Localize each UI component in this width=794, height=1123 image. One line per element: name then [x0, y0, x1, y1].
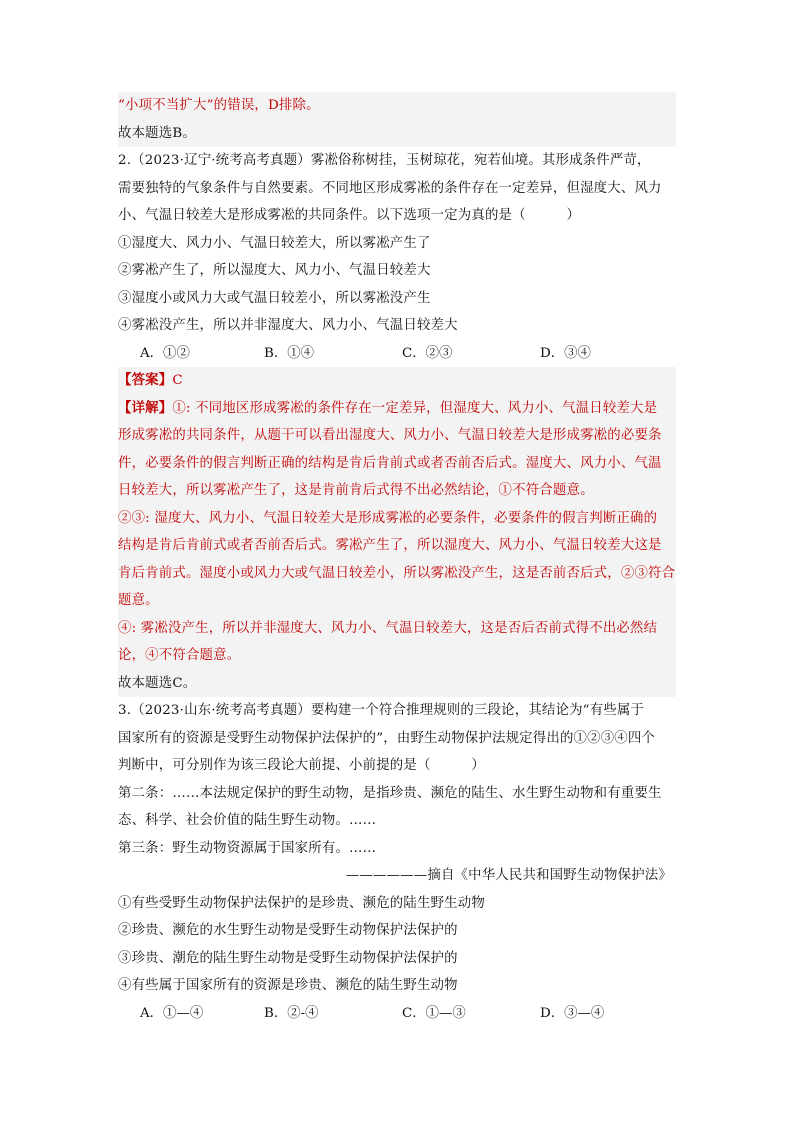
explanation-label: 【详解】	[118, 399, 173, 416]
explanation-line: 日较差大，所以雾凇产生了，这是肯前肯后式得不出必然结论，①不符合题意。	[118, 477, 676, 505]
explanation-line: ④: 雾凇没产生，所以并非湿度大、风力小、气温日较差大，这是否后否前式得不出必然结	[118, 615, 676, 643]
answer-value: C	[172, 373, 183, 388]
question-3-statement: ③珍贵、潮危的陆生野生动物是受野生动物保护法保护的	[118, 950, 458, 966]
option-d: D．③—④	[540, 1005, 605, 1021]
option-a: A．①—④	[140, 1005, 204, 1021]
explanation-line	[118, 395, 676, 423]
question-3-statement: ①有些受野生动物保护法保护的是珍贵、濒危的陆生野生动物	[118, 895, 485, 911]
text-line: 故本题选B。	[118, 120, 676, 148]
question-3-stem: 国家所有的资源是受野生动物保护法保护的”，由野生动物保护法规定得出的①②③④四个	[118, 730, 656, 746]
explanation-line: 形成雾凇的共同条件，从题干可以看出湿度大、风力小、气温日较差大是形成雾凇的必要条	[118, 422, 676, 450]
question-2-statement: ②雾凇产生了，所以湿度大、风力小、气温日较差大	[118, 263, 431, 278]
answer-line	[118, 367, 676, 395]
question-2-stem: 小、气温日较差大是形成雾凇的共同条件。以下选项一定为真的是（ ）	[118, 208, 581, 223]
explanation-line: 肯后肯前式。湿度小或风力大或气温日较差小，所以雾凇没产生，这是否前否后式，②③符合	[118, 560, 676, 588]
question-3-material: 第三条：野生动物资源属于国家所有。……	[118, 840, 377, 856]
question-3-stem: 3.（2023·山东·统考高考真题）要构建一个符合推理规则的三段论，其结论为“有些属于	[118, 703, 645, 718]
option-b: B．①④	[264, 345, 315, 361]
option-c: C．①—③	[402, 1005, 466, 1021]
option-a: A．①②	[140, 345, 190, 361]
question-2-stem: 2.（2023·辽宁·统考高考真题）雾凇俗称树挂，玉树琼花，宛若仙境。其形成条件严苛，	[118, 153, 651, 168]
question-3-material: 第二条：……本法规定保护的野生动物，是指珍贵、濒危的陆生、水生野生动物和有重要生	[118, 785, 662, 801]
question-2-statement: ④雾凇没产生，所以并非湿度大、风力小、气温日较差大	[118, 318, 458, 333]
question-3-material: 态、科学、社会价值的陆生野生动物。……	[118, 813, 377, 828]
source-citation: ——————摘自《中华人民共和国野生动物保护法》	[345, 868, 672, 883]
question-2-statement: ①湿度大、风力小、气温日较差大，所以雾凇产生了	[118, 235, 431, 251]
text-line: “小项不当扩大”的错误，D排除。	[118, 92, 676, 120]
option-d: D．③④	[540, 345, 591, 361]
explanation-text: ①: 不同地区形成雾凇的条件存在一定差异，但湿度大、风力小、气温日较差大是	[172, 400, 658, 416]
explanation-line: 题意。	[118, 587, 676, 615]
answer-label: 【答案】	[118, 372, 173, 388]
option-c: C．②③	[402, 345, 453, 361]
explanation-line: 结构是肯后肯前式或者否前否后式。雾凇产生了，所以湿度大、风力小、气温日较差大这是	[118, 532, 676, 560]
question-3-statement: ②珍贵、濒危的水生野生动物是受野生动物保护法保护的	[118, 923, 458, 938]
option-b: B．②-④	[264, 1005, 319, 1021]
question-2-options	[118, 340, 676, 368]
question-3-stem: 判断中，可分别作为该三段论大前提、小前提的是（ ）	[118, 758, 485, 773]
document-content	[118, 92, 676, 1027]
explanation-line: 论，④不符合题意。	[118, 642, 676, 670]
explanation-line: ②③: 湿度大、风力小、气温日较差大是形成雾凇的必要条件，必要条件的假言判断正确的	[118, 505, 676, 533]
question-3-options	[118, 1000, 676, 1028]
question-2-statement: ③湿度小或风力大或气温日较差小，所以雾凇没产生	[118, 290, 431, 306]
explanation-line: 件，必要条件的假言判断正确的结构是肯后肯前式或者否前否后式。湿度大、风力小、气温	[118, 450, 676, 478]
conclusion-line: 故本题选C。	[118, 670, 676, 698]
question-2-stem: 需要独特的气象条件与自然要素。不同地区形成雾凇的条件存在一定差异，但湿度大、风力	[118, 180, 662, 196]
question-3-statement: ④有些属于国家所有的资源是珍贵、濒危的陆生野生动物	[118, 978, 458, 993]
